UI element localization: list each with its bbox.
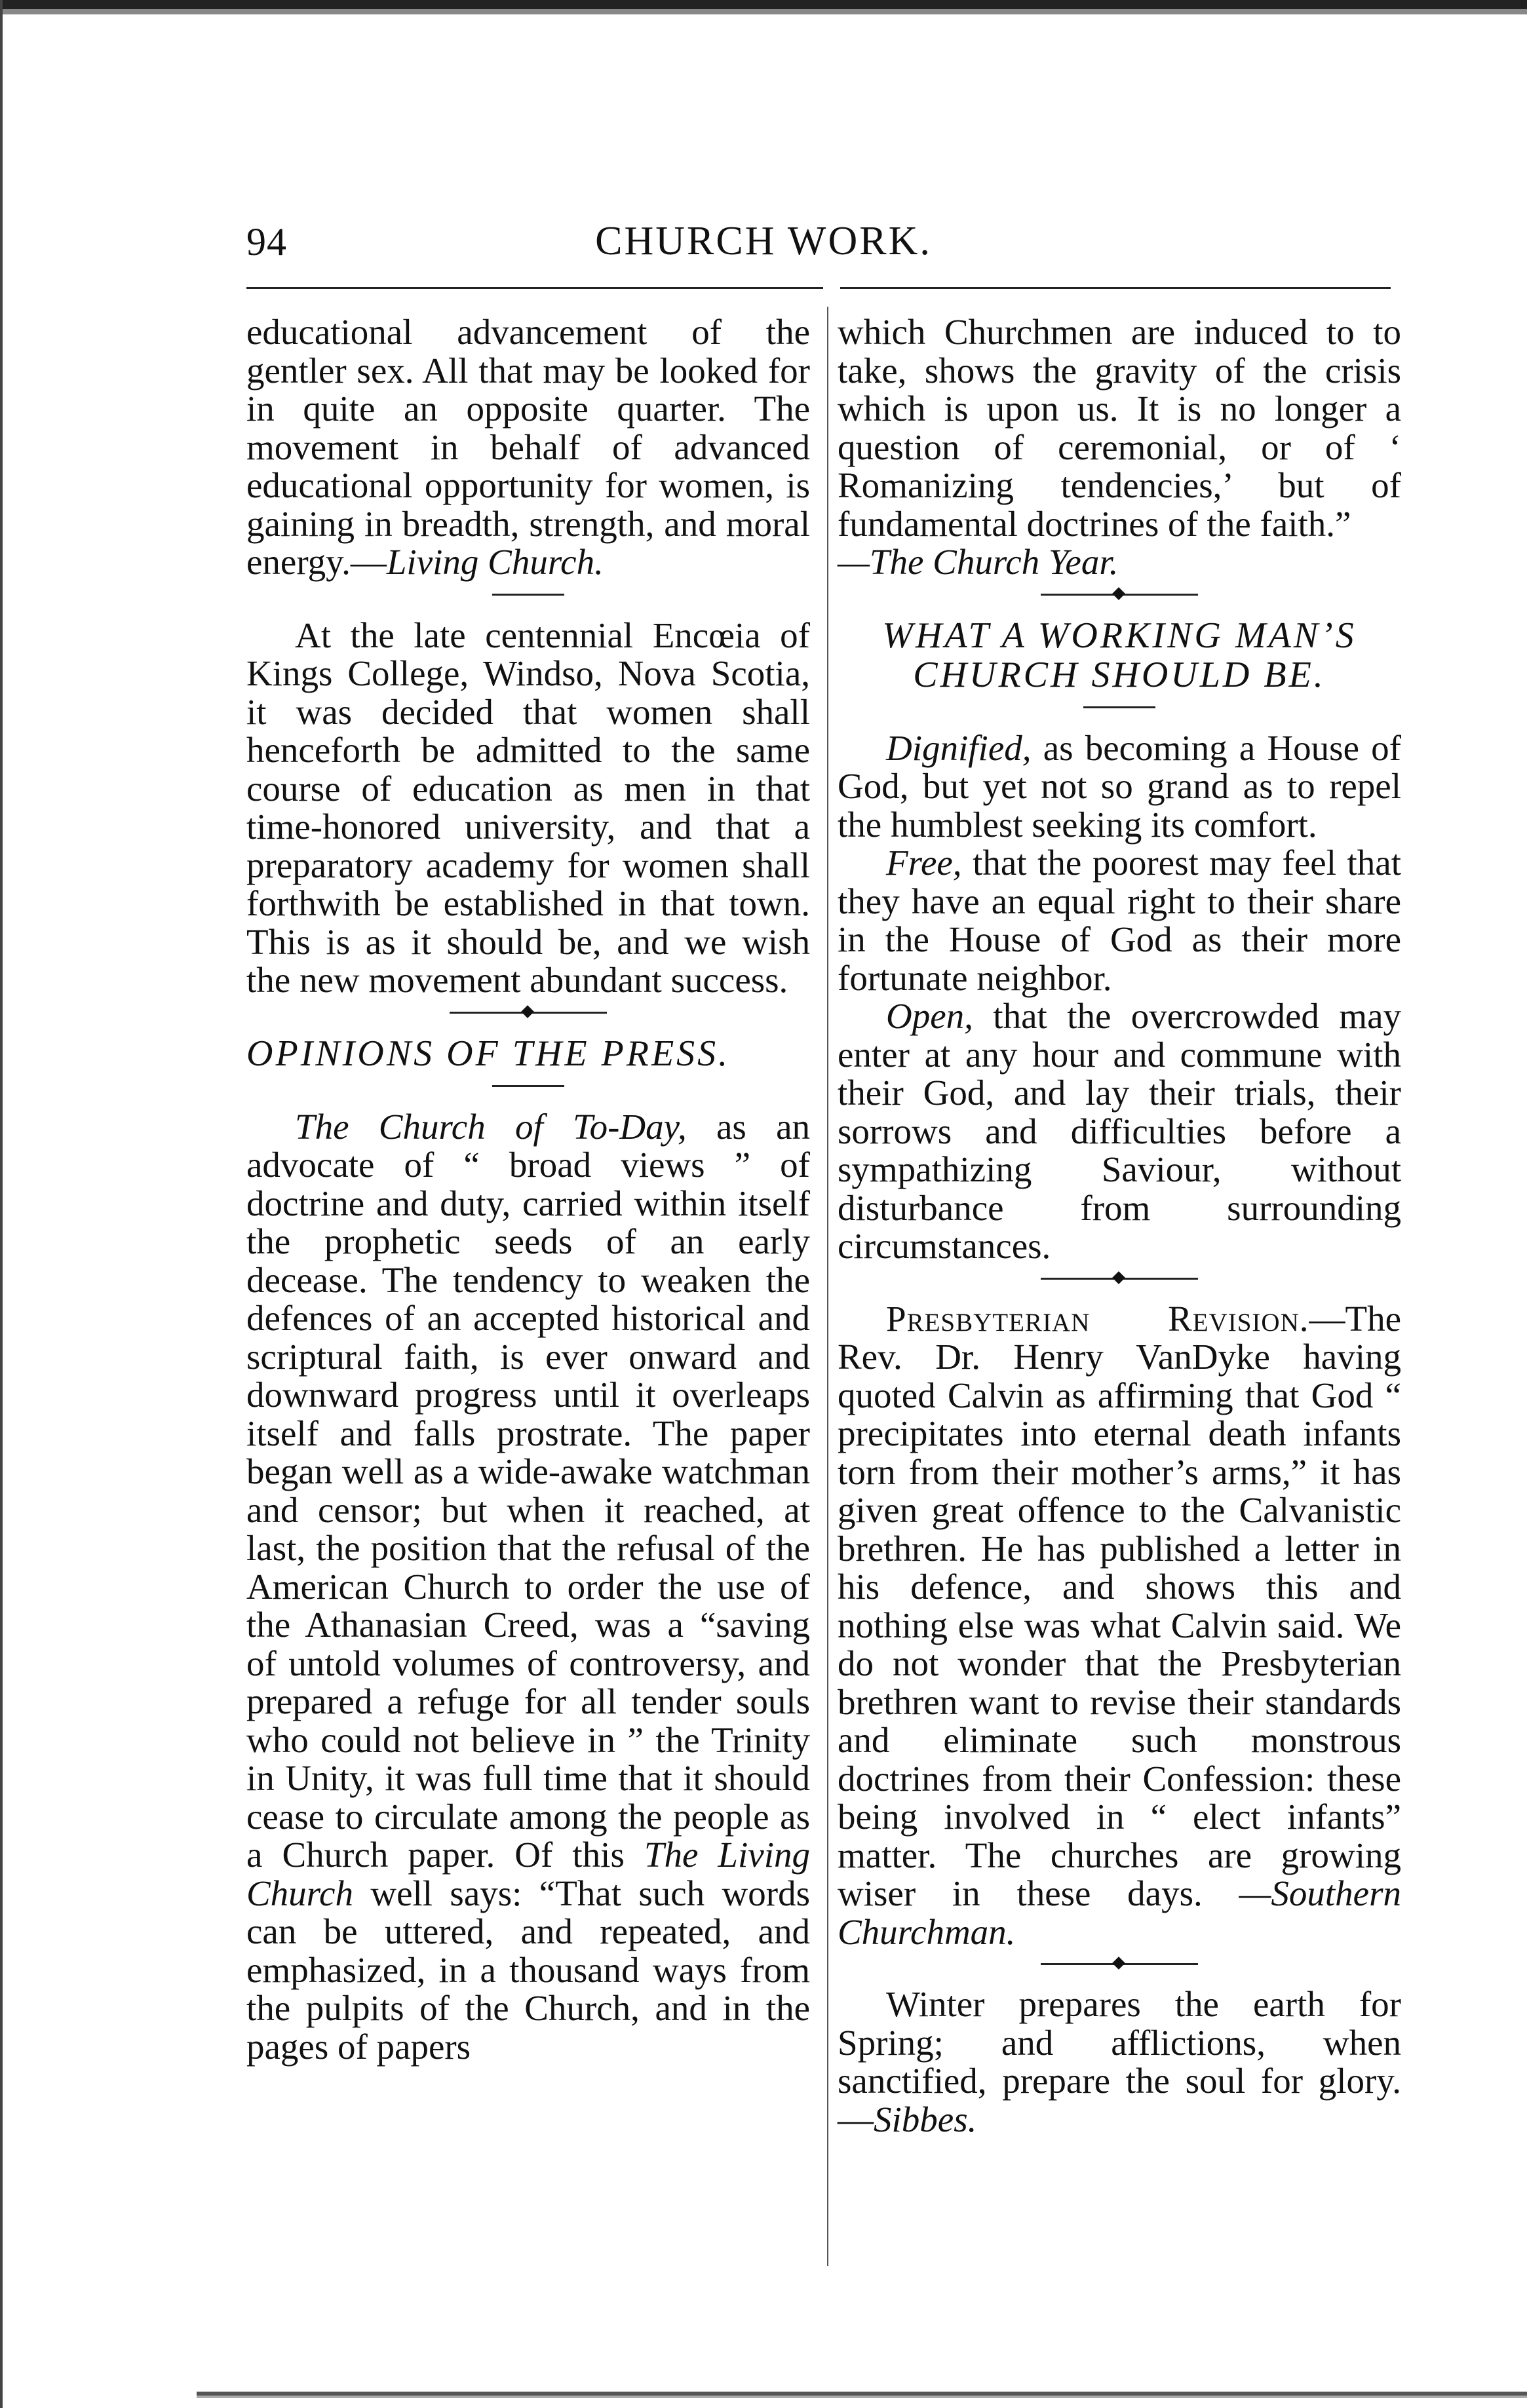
diamond-icon: [1112, 1271, 1125, 1284]
publication-title: The Church of To-Day,: [295, 1106, 687, 1147]
scan-top-edge: [0, 0, 1527, 22]
paragraph-continuation: which Churchmen are induced to to take, shows the gravity of the crisis which is upon us. It is no longer a question of ceremonial, or of ‘ Romanizing tendencies,’ but of fundamental doctrines of the faith.”: [838, 312, 1401, 544]
paragraph-text: that the overcrowded may enter at any hour and commune with their God, and lay their trials, their sorrows and difficulties before a sympathizing Saviour, without disturbance from surrounding circumstances.: [838, 996, 1401, 1266]
paragraph-encoenia: At the late centennial Encœia of Kings College, Windso, Nova Scotia, it was decided that women shall henceforth be admitted to the same course of education as men in that time-honored university, and that a preparatory academy for women shall forthwith be established in that town. This is as it should be, and we wish the new movement abundant success.: [246, 615, 810, 1000]
ornament-divider: [1041, 1954, 1198, 1974]
paragraph-text: Winter prepares the earth for Spring; and afflictions, when sanctified, prepare the soul for glory.—: [838, 1984, 1401, 2139]
paragraph-presbyterian-revision: [838, 1300, 1401, 1952]
paragraph-text: educational advancement of the gentler sex. All that may be looked for in quite an opposite quarter. The movement in behalf of advanced educational opportunity for women, is gaining in breadth, strength, and moral energy.—: [246, 312, 810, 582]
section-divider: [492, 594, 564, 596]
heading-opinions-of-the-press: OPINIONS OF THE PRESS.: [246, 1033, 731, 1074]
section-divider: [492, 1085, 564, 1087]
ornament-divider: [1041, 584, 1198, 604]
right-column: [838, 313, 1401, 2139]
diamond-icon: [1112, 587, 1125, 600]
source-attribution: —The Church Year.: [838, 542, 1119, 582]
lead-word: Free,: [886, 843, 962, 883]
left-column: [246, 313, 810, 2066]
heading-working-mans-church: WHAT A WORKING MAN’S CHURCH SHOULD BE.: [882, 615, 1357, 695]
ornament-divider: [1041, 1269, 1198, 1288]
paragraph-text: well says: “That such words can be uttered, and repeated, and emphasized, in a thousand ways from the pulpits of the Church, and in the pages of papers: [246, 1873, 810, 2067]
running-title: CHURCH WORK.: [595, 219, 932, 263]
page-number: 94: [246, 220, 287, 263]
diamond-icon: [521, 1005, 534, 1018]
paragraph-text: —The Rev. Dr. Henry VanDyke having quoted Calvin as affirming that God “ precipitates into eternal death infants torn from their mother’s arms,” it has given great offence to the Calvanistic brethren. He has published a letter in his defence, and shows this and nothing else was what Calvin said. We do not wonder that the Presbyterian brethren want to revise their standards and eliminate such monstrous doctrines from their Confession: these being involved in “ elect infants” matter. The churches are growing wiser in these days.: [838, 1298, 1401, 1913]
source-attribution: Sibbes.: [874, 2099, 977, 2139]
section-divider: [1083, 706, 1155, 708]
source-attribution: —Southern Churchman.: [838, 1873, 1401, 1952]
paragraph-church-of-today: [246, 1108, 810, 2067]
paragraph-text: as an advocate of “ broad views ” of doctrine and duty, carried within itself the prophetic seeds of an early decease. The tendency to weaken the defences of an accepted historical and scriptural faith, is ever onward and downward progress until it overleaps itself and falls prostrate. The paper began well as a wide-awake watchman and censor; but when it reached, at last, the position that the refusal of the American Church to order the use of the Athanasian Creed, was a “saving of untold volumes of controversy, and prepared a refuge for all tender souls who could not believe in ” the Trinity in Unity, it was full time that it should cease to circulate among the people as a Church paper. Of this: [246, 1106, 810, 1875]
scan-bottom-edge: [197, 2392, 1527, 2401]
paragraph-free: [838, 844, 1401, 997]
ornament-divider: [450, 1003, 607, 1022]
paragraph-educational-advancement: [246, 313, 810, 582]
publication-title: The Living Church: [246, 1835, 810, 1913]
lead-word: Open,: [886, 996, 973, 1036]
lead-word: Presbyterian Revision.: [886, 1298, 1309, 1339]
paragraph-open: [838, 997, 1401, 1266]
paragraph-dignified: [838, 729, 1401, 845]
header-rule-right: [840, 287, 1391, 289]
lead-word: Dignified,: [886, 727, 1032, 768]
column-divider: [827, 307, 828, 2266]
diamond-icon: [1112, 1957, 1125, 1970]
paragraph-text: that the poorest may feel that they have an equal right to their share in the House of God as their more fortunate neighbor.: [838, 843, 1401, 998]
scan-left-edge: [0, 0, 7, 2408]
header-rule-left: [246, 287, 823, 289]
source-line: [838, 543, 1401, 582]
source-attribution: Living Church.: [386, 542, 604, 582]
paragraph-winter: [838, 1985, 1401, 2139]
paragraph-text: as becoming a House of God, but yet not so grand as to repel the humblest seeking its comfort.: [838, 727, 1401, 845]
